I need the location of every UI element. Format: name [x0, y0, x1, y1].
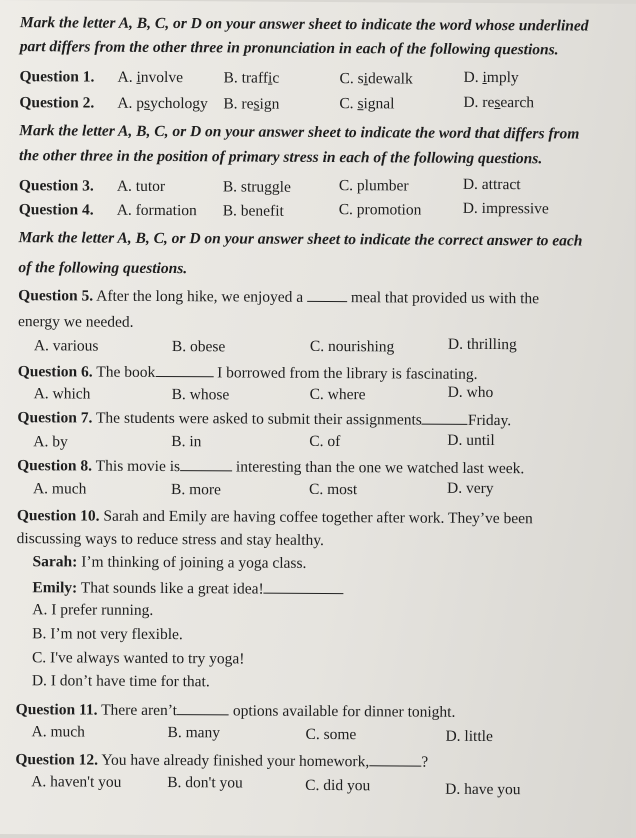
q8-option-b: B. more: [170, 481, 222, 499]
q2-option-c: C. signal: [339, 95, 395, 113]
question-label: Question 1.: [19, 68, 95, 86]
question-2: [19, 94, 94, 112]
question-11-stem: Question 11. There aren’t options available for dinner tonight.: [15, 701, 456, 721]
section3-instruction-line2: of the following questions.: [18, 259, 188, 278]
answer-blank: [422, 410, 468, 425]
q5-option-d: D. thrilling: [447, 335, 517, 354]
q6-option-d: D. who: [447, 383, 494, 402]
q1-option-a: A. involve: [117, 68, 184, 87]
q12-option-a: A. haven't you: [31, 773, 122, 791]
q1-option-b: B. traffic: [223, 69, 280, 87]
question-1: [19, 68, 94, 86]
q10-option-d: D. I don’t have time for that.: [31, 672, 210, 691]
q3-option-a: A. tutor: [116, 177, 166, 196]
answer-blank: [177, 700, 229, 715]
question-10-stem-cont: discussing ways to reduce stress and stay healthy.: [16, 530, 324, 549]
answer-blank: [180, 456, 232, 471]
question-10-stem: Question 10. Sarah and Emily are having coffee together after work. They’ve been: [16, 507, 533, 528]
q12-option-c: C. did you: [305, 776, 371, 795]
section1-instruction-line2: part differs from the other three in pronunciation in each of the following questions.: [19, 38, 559, 59]
q8-option-a: A. much: [32, 480, 87, 498]
question-8-stem: Question 8. This movie is interesting than the one we watched last week.: [17, 457, 525, 478]
answer-blank: [307, 287, 347, 302]
q3-option-d: D. attract: [462, 175, 521, 194]
q11-option-c: C. some: [305, 725, 357, 744]
q6-option-c: C. where: [309, 385, 366, 404]
question-5-stem-cont: energy we needed.: [17, 313, 134, 331]
section2-instruction-line1: Mark the letter A, B, C, or D on your answer sheet to indicate the word that differs from: [19, 122, 580, 143]
q10-option-b: B. I’m not very flexible.: [32, 625, 183, 644]
question-3-label: Question 3.: [18, 177, 94, 195]
q6-option-b: B. whose: [171, 386, 230, 404]
q7-option-c: C. of: [309, 432, 341, 451]
q2-option-b: B. resign: [223, 95, 280, 113]
section3-instruction-line1: Mark the letter A, B, C, or D on your answer sheet to indicate the correct answer to each: [18, 229, 583, 250]
answer-blank: [264, 579, 344, 594]
dialogue-emily: Emily: That sounds like a great idea!: [32, 577, 343, 599]
q12-option-b: B. don't you: [167, 774, 243, 792]
q11-option-d: D. little: [445, 727, 493, 746]
q10-option-c: C. I've always wanted to try yoga!: [31, 649, 245, 668]
q10-option-a: A. I prefer running.: [32, 601, 154, 619]
q7-option-b: B. in: [171, 433, 202, 451]
question-5-stem: Question 5. After the long hike, we enjoyed a meal that provided us with the: [18, 287, 540, 308]
q6-option-a: A. which: [33, 385, 91, 403]
question-7-stem: Question 7. The students were asked to submit their assignments Friday.: [17, 409, 512, 430]
q3-option-c: C. plumber: [338, 177, 409, 195]
q4-option-b: B. benefit: [222, 202, 284, 220]
dialogue-sarah: Sarah: I’m thinking of joining a yoga class.: [32, 553, 307, 572]
q8-option-c: C. most: [308, 480, 358, 499]
q4-option-a: A. formation: [116, 201, 197, 220]
q5-option-c: C. nourishing: [309, 337, 395, 356]
q12-option-d: D. have you: [445, 780, 521, 799]
q4-option-c: C. promotion: [338, 201, 422, 219]
q11-option-b: B. many: [167, 724, 221, 742]
q1-option-d: D. imply: [463, 68, 519, 87]
q8-option-d: D. very: [446, 479, 494, 498]
q7-option-a: A. by: [33, 433, 68, 451]
q4-option-d: D. impressive: [462, 199, 549, 218]
question-12-stem: Question 12. You have already finished your homework, ?: [15, 751, 429, 771]
q3-option-b: B. struggle: [222, 178, 291, 196]
question-label: Question 2.: [19, 94, 95, 112]
question-6-stem: Question 6. The book I borrowed from the library is fascinating.: [17, 363, 478, 383]
q2-option-d: D. research: [463, 93, 535, 112]
q1-option-c: C. sidewalk: [339, 70, 413, 88]
q2-option-a: A. psychology: [117, 94, 208, 113]
section1-instruction-line1: Mark the letter A, B, C, or D on your answer sheet to indicate the word whose underlined: [19, 14, 589, 35]
section2-instruction-line2: the other three in the position of primary stress in each of the following questions.: [18, 147, 543, 168]
q7-option-d: D. until: [447, 431, 495, 450]
answer-blank: [369, 751, 421, 766]
q5-option-b: B. obese: [171, 338, 226, 356]
q5-option-a: A. various: [33, 337, 99, 355]
question-4-label: Question 4.: [18, 201, 94, 219]
q11-option-a: A. much: [31, 723, 85, 741]
answer-blank: [155, 362, 213, 377]
